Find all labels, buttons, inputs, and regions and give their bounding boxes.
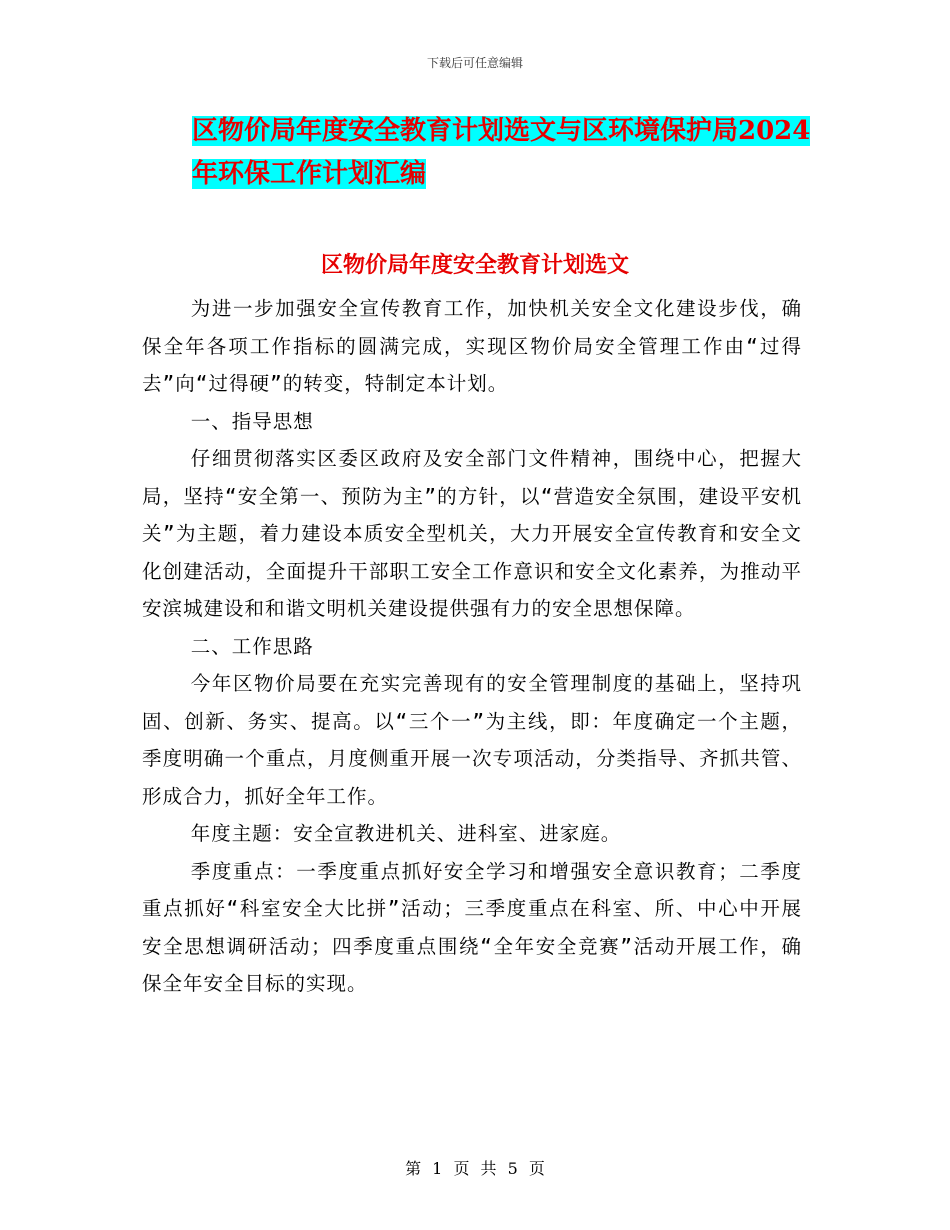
page-footer: 第 1 页 共 5 页 — [405, 1159, 545, 1178]
document-title-line-1: 区物价局年度安全教育计划选文与区环境保护局2024 — [192, 116, 811, 146]
section-title: 区物价局年度安全教育计划选文 — [320, 252, 629, 278]
document-body — [142, 290, 802, 1003]
heading-guiding-principle: 一、指导思想 — [190, 409, 314, 433]
header-note: 下载后可任意编辑 — [426, 56, 523, 70]
paragraph-quarterly-focus: 季度重点：一季度重点抓好安全学习和增强安全意识教育；二季度重点抓好“科室安全大比拼”活动；三季度重点在科室、所、中心中开展安全思想调研活动；四季度重点围绕“全年安全竞赛”活动开展工作，确保全年安全目标的实现。 — [142, 859, 802, 995]
heading-work-approach: 二、工作思路 — [190, 634, 314, 658]
paragraph-guiding-principle: 仔细贯彻落实区委区政府及安全部门文件精神，围绕中心，把握大局，坚持“安全第一、预防为主”的方针，以“营造安全氛围，建设平安机关”为主题，着力建设本质安全型机关，大力开展安全宣传教育和安全文化创建活动，全面提升干部职工安全工作意识和安全文化素养，为推动平安滨城建设和和谐文明机关建设提供强有力的安全思想保障。 — [142, 447, 802, 620]
paragraph-annual-theme: 年度主题：安全宣教进机关、进科室、进家庭。 — [190, 822, 622, 845]
paragraph-intro: 为进一步加强安全宣传教育工作，加快机关安全文化建设步伐，确保全年各项工作指标的圆满完成，实现区物价局安全管理工作由“过得去”向“过得硬”的转变，特制定本计划。 — [142, 297, 802, 395]
document-title-line-2: 年环保工作计划汇编 — [192, 159, 427, 189]
paragraph-work-approach: 今年区物价局要在充实完善现有的安全管理制度的基础上，坚持巩固、创新、务实、提高。以“三个一”为主线，即：年度确定一个主题，季度明确一个重点，月度侧重开展一次专项活动，分类指导、齐抓共管、形成合力，抓好全年工作。 — [142, 672, 802, 808]
document-title — [192, 110, 812, 196]
